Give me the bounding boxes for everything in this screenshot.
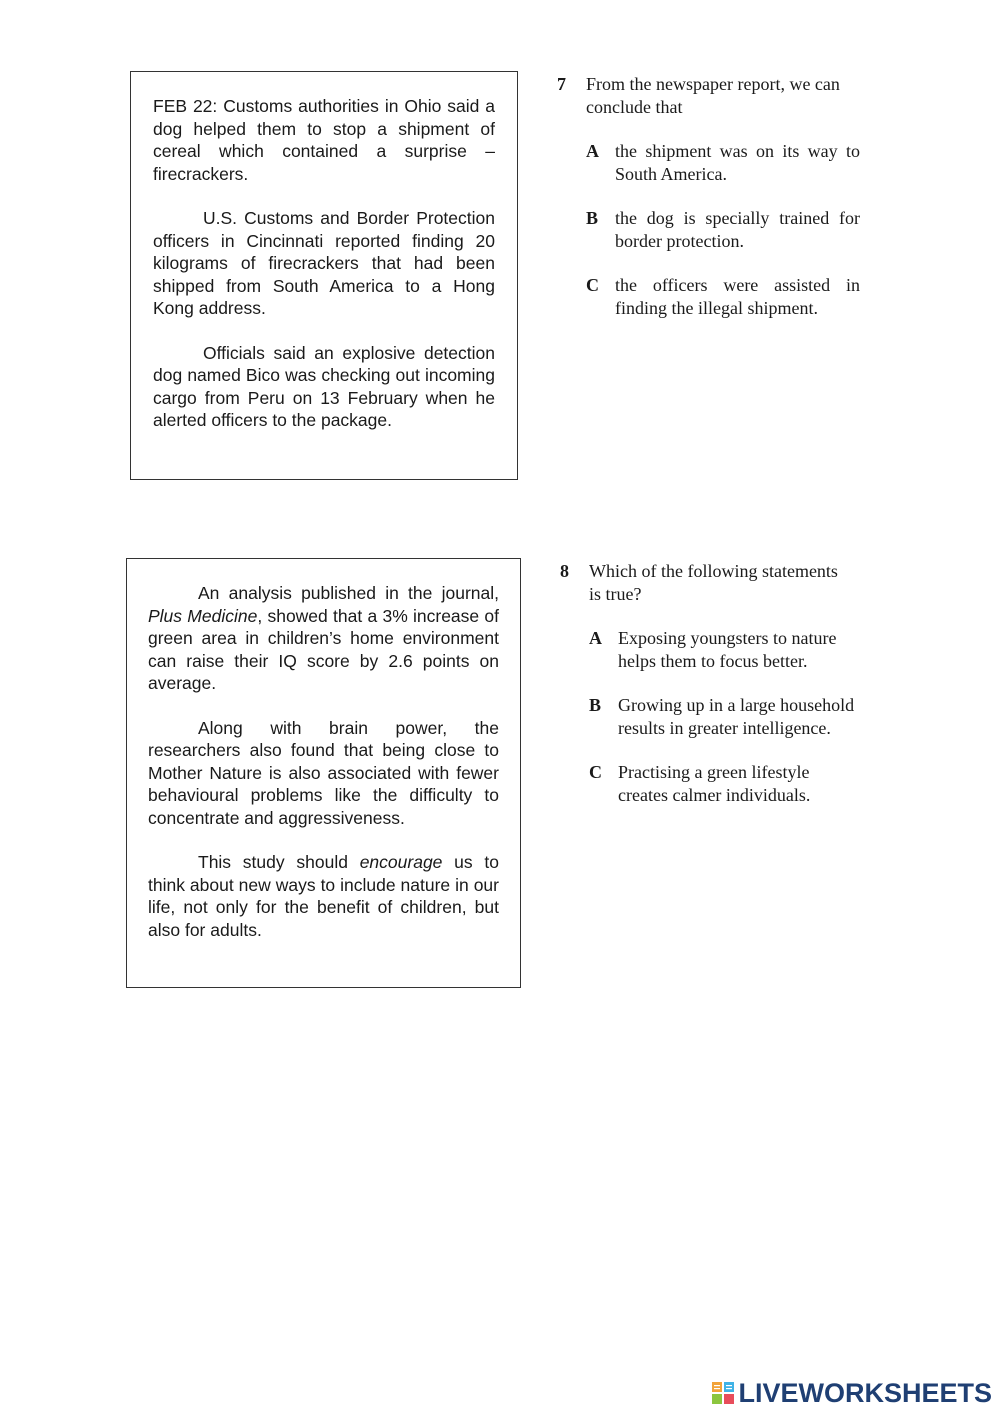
passage-1-paragraph: FEB 22: Customs authorities in Ohio said a dog helped them to stop a shipment of cereal which contained a surprise – firecrackers. <box>153 96 495 184</box>
option-text: the shipment was on its way to South America. <box>615 141 860 184</box>
option-letter: B <box>586 208 599 228</box>
option-b[interactable] <box>589 694 890 739</box>
passage-2-paragraph <box>148 582 499 695</box>
liveworksheets-logo-icon <box>711 1381 735 1405</box>
passage-2-box <box>126 558 521 988</box>
option-text: the dog is specially trained for border protection. <box>615 208 860 251</box>
passage-1-box <box>130 71 518 480</box>
journal-name: Plus Medicine <box>148 605 258 626</box>
emphasis: encourage <box>359 852 443 872</box>
option-letter: C <box>589 762 602 782</box>
question-number: 8 <box>560 561 569 581</box>
question-7 <box>557 73 887 319</box>
question-8 <box>560 560 890 806</box>
passage-2-paragraph: Along with brain power, the researchers also found that being close to Mother Nature is also associated with fewer behavioural problems like the difficulty to concentrate and aggressiveness. <box>148 717 499 828</box>
question-number: 7 <box>557 74 566 94</box>
text-run: This study should <box>198 852 360 872</box>
option-text: Growing up in a large household results in greater intelligence. <box>618 695 855 738</box>
passage-2-paragraph <box>148 851 499 941</box>
passage-1-paragraph: U.S. Customs and Border Protection officers in Cincinnati reported finding 20 kilograms of firecrackers that had been shipped from South America to a Hong Kong address. <box>153 208 495 318</box>
question-text: From the newspaper report, we can conclude that <box>586 74 840 117</box>
text-run: us to think about new ways to include nature in our life, not only for the benefit of children, but also for adults. <box>148 852 499 940</box>
option-a[interactable] <box>586 140 887 185</box>
option-b[interactable] <box>586 207 887 252</box>
option-c[interactable] <box>589 761 890 806</box>
text-run: , showed that a 3% increase of green area in children’s home environment can raise their IQ score by 2.6 points on average. <box>148 605 499 693</box>
option-text: Exposing youngsters to nature helps them to focus better. <box>618 628 837 671</box>
liveworksheets-logo-text: LIVEWORKSHEETS <box>738 1377 992 1408</box>
option-a[interactable] <box>589 627 890 672</box>
option-letter: B <box>589 695 602 715</box>
question-text: Which of the following statements is true? <box>589 561 838 604</box>
option-text: Practising a green lifestyle creates calmer individuals. <box>618 762 811 805</box>
option-letter: A <box>589 628 602 648</box>
option-text: the officers were assisted in finding the illegal shipment. <box>615 275 860 318</box>
option-c[interactable] <box>586 274 887 319</box>
text-run: An analysis published in the journal, <box>198 583 499 603</box>
option-letter: C <box>586 275 599 295</box>
liveworksheets-watermark <box>711 1378 992 1408</box>
passage-1-paragraph: Officials said an explosive detection dog named Bico was checking out incoming cargo from Peru on 13 February when he alerted officers to the package. <box>153 342 495 430</box>
option-letter: A <box>586 141 599 161</box>
